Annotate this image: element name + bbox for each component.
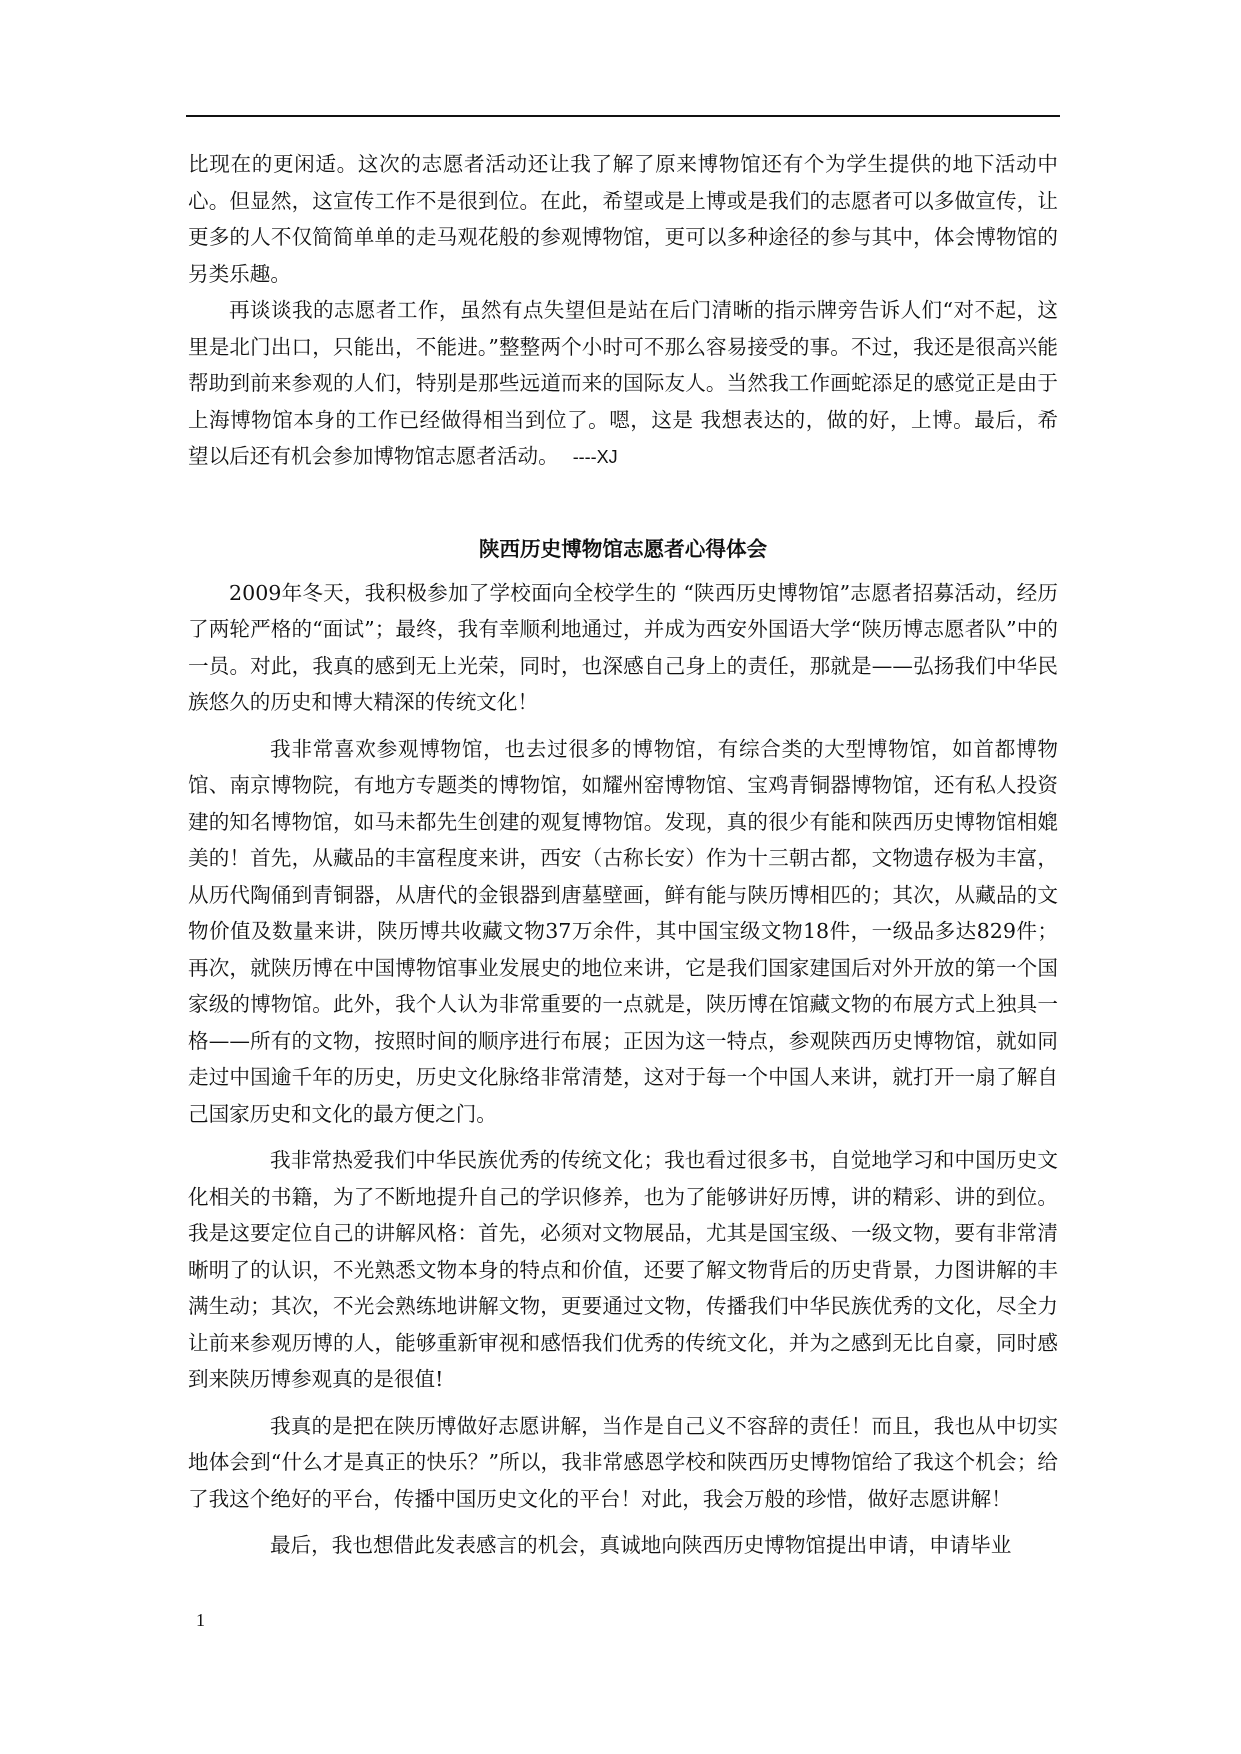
intro-paragraph-1: 比现在的更闲适。这次的志愿者活动还让我了解了原来博物馆还有个为学生提供的地下活动中心。但显然，这宣传工作不是很到位。在此，希望或是上博或是我们的志愿者可以多做宣传，让更多的人不仅简简单单的走马观花般的参观博物馆，更可以多种途径的参与其中，体会博物馆的另类乐趣。 — [188, 152, 1058, 286]
article-paragraph-3: 我非常热爱我们中华民族优秀的传统文化；我也看过很多书，自觉地学习和中国历史文化相关的书籍，为了不断地提升自己的学识修养，也为了能够讲好历博，讲的精彩、讲的到位。我是这要定位自己的讲解风格：首先，必须对文物展品，尤其是国宝级、一级文物，要有非常清晰明了的认识，不光熟悉文物本身的特点和价值，还要了解文物背后的历史背景，力图讲解的丰满生动；其次，不光会熟练地讲解文物，更要通过文物，传播我们中华民族优秀的文化，尽全力让前来参观历博的人，能够重新审视和感悟我们优秀的传统文化，并为之感到无比自豪，同时感到来陕历博参观真的是很值! — [188, 1148, 1058, 1391]
article-paragraph-4: 我真的是把在陕历博做好志愿讲解，当作是自己义不容辞的责任！而且，我也从中切实地体会到“什么才是真正的快乐？”所以，我非常感恩学校和陕西历史博物馆给了我这个机会；给了我这个绝好的平台，传播中国历史文化的平台！对此，我会万般的珍惜，做好志愿讲解！ — [188, 1413, 1058, 1511]
article-paragraph-1: 2009年冬天，我积极参加了学校面向全校学生的 “陕西历史博物馆”志愿者招募活动，经历了两轮严格的“面试”；最终，我有幸顺利地通过，并成为西安外国语大学“陕历博志愿者队”中的一员。对此，我真的感到无上光荣，同时，也深感自己身上的责任，那就是——弘扬我们中华民族悠久的历史和博大精深的传统文化！ — [188, 580, 1058, 714]
article-title: 陕西历史博物馆志愿者心得体会 — [478, 536, 768, 561]
intro-paragraph-2-text: 再谈谈我的志愿者工作，虽然有点失望但是站在后门清晰的指示牌旁告诉人们“对不起，这里是北门出口，只能出，不能进。”整整两个小时可不那么容易接受的事。不过，我还是很高兴能帮助到前来参观的人们，特别是那些远道而来的国际友人。当然我工作画蛇添足的感觉正是由于上海博物馆本身的工作已经做得相当到位了。嗯，这是 我想表达的，做的好，上博。最后，希望以后还有机会参加博物馆志愿者活动。 — [188, 298, 1058, 468]
header-rule — [186, 115, 1060, 117]
document-body — [188, 146, 1058, 1564]
page-number: 1 — [196, 1610, 205, 1630]
intro-paragraph-2 — [188, 292, 1058, 476]
signature: ----XJ — [572, 447, 618, 467]
article-paragraph-2: 我非常喜欢参观博物馆，也去过很多的博物馆，有综合类的大型博物馆，如首都博物馆、南京博物院，有地方专题类的博物馆，如耀州窑博物馆、宝鸡青铜器博物馆，还有私人投资建的知名博物馆，如马未都先生创建的观复博物馆。发现，真的很少有能和陕西历史博物馆相媲美的！首先，从藏品的丰富程度来讲，西安（古称长安）作为十三朝古都，文物遗存极为丰富，从历代陶俑到青铜器，从唐代的金银器到唐墓壁画，鲜有能与陕历博相匹的；其次，从藏品的文物价值及数量来讲，陕历博共收藏文物37万余件，其中国宝级文物18件，一级品多达829件；再次，就陕历博在中国博物馆事业发展史的地位来讲，它是我们国家建国后对外开放的第一个国家级的博物馆。此外，我个人认为非常重要的一点就是，陕历博在馆藏文物的布展方式上独具一格——所有的文物，按照时间的顺序进行布展；正因为这一特点，参观陕西历史博物馆，就如同走过中国逾千年的历史，历史文化脉络非常清楚，这对于每一个中国人来讲，就打开一扇了解自己国家历史和文化的最方便之门。 — [188, 736, 1058, 1126]
article-paragraph-5: 最后，我也想借此发表感言的机会，真诚地向陕西历史博物馆提出申请，申请毕业 — [270, 1533, 1012, 1557]
